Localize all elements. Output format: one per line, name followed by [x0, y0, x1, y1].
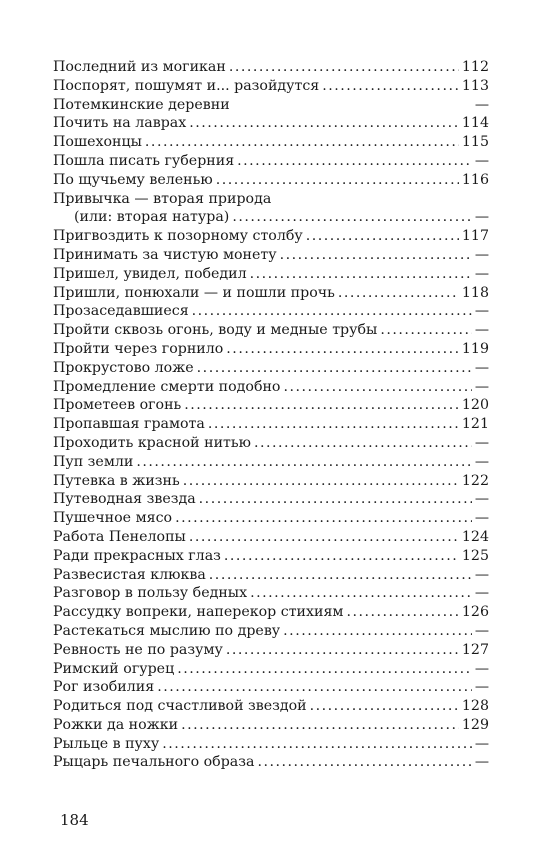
toc-entry-title: Римский огурец — [53, 660, 175, 677]
toc-entry — [53, 378, 489, 397]
toc-entry-title: По щучьему веленью — [53, 171, 213, 188]
toc-entry-page: 125 — [461, 547, 489, 564]
toc-entry — [53, 697, 489, 716]
toc-entry-page: 128 — [461, 698, 489, 715]
toc-entry-title: Прозаседавшиеся — [53, 303, 189, 320]
toc-entry — [53, 472, 489, 491]
toc-entry-title: Промедление смерти подобно — [53, 378, 281, 395]
toc-entry-page: 113 — [461, 77, 489, 94]
toc-entry-title: Пуп земли — [53, 453, 134, 470]
toc-entry-page: — — [474, 679, 489, 696]
dot-leader — [338, 284, 459, 303]
toc-entry — [53, 133, 489, 152]
page-number: 184 — [60, 811, 89, 829]
toc-entry-title: Путеводная звезда — [53, 491, 196, 508]
dot-leader — [189, 528, 459, 547]
toc-entry-title: Прометеев огонь — [53, 397, 182, 414]
dot-leader — [136, 453, 471, 472]
toc-entry — [53, 152, 489, 171]
toc-entry — [53, 753, 489, 772]
toc-entry-title: Привычка — вторая природа — [53, 190, 272, 207]
toc-entry-page: — — [474, 510, 489, 527]
toc-entry-title: Потемкинские деревни — [53, 96, 230, 113]
dot-leader — [226, 641, 459, 660]
dot-leader — [162, 735, 472, 754]
toc-entry-page: 127 — [461, 641, 489, 658]
toc-entry — [53, 359, 489, 378]
toc-entry — [53, 96, 489, 115]
toc-entry-title: Почить на лаврах — [53, 115, 187, 132]
dot-leader — [250, 584, 472, 603]
toc-entry-page: — — [474, 754, 489, 771]
dot-leader — [380, 321, 471, 340]
toc-entry-page: — — [474, 566, 489, 583]
toc-entry-title: Растекаться мыслию по древу — [53, 622, 281, 639]
dot-leader — [232, 208, 471, 227]
toc-entry — [53, 641, 489, 660]
dot-leader — [280, 246, 472, 265]
toc-entry-title: Пришли, понюхали — и пошли прочь — [53, 284, 335, 301]
dot-leader — [199, 490, 472, 509]
toc-entry-title: Пригвоздить к позорному столбу — [53, 228, 303, 245]
dot-leader — [346, 603, 458, 622]
toc-entry-page: — — [474, 434, 489, 451]
toc-entry-title: Рог изобилия — [53, 679, 155, 696]
toc-entry-title: Проходить красной нитью — [53, 434, 251, 451]
toc-entry — [53, 396, 489, 415]
dot-leader — [192, 302, 472, 321]
toc-entry-page: 129 — [461, 716, 489, 733]
toc-entry-title: Пошла писать губерния — [53, 152, 235, 169]
toc-entry — [53, 434, 489, 453]
toc-entry-page: — — [474, 96, 489, 113]
dot-leader — [177, 660, 472, 679]
toc-entry-title: Пришел, увидел, победил — [53, 265, 247, 282]
dot-leader — [254, 434, 472, 453]
dot-leader — [209, 566, 472, 585]
toc-entry-page: — — [474, 585, 489, 602]
toc-entry-page: 122 — [461, 472, 489, 489]
toc-entry-page: — — [474, 359, 489, 376]
toc-entry — [53, 284, 489, 303]
toc-entry-page: 118 — [461, 284, 489, 301]
toc-entry-title: Рожки да ножки — [53, 716, 179, 733]
toc-entry-page: — — [474, 209, 489, 226]
toc-entry-title: Пропавшая грамота — [53, 416, 205, 433]
toc-entry-page: — — [474, 152, 489, 169]
toc-entry — [53, 77, 489, 96]
toc-entry-title: Рыцарь печального образа — [53, 754, 255, 771]
dot-leader — [184, 396, 459, 415]
toc-entry — [53, 453, 489, 472]
toc-entry-title: Путевка в жизнь — [53, 472, 180, 489]
toc-entry — [53, 622, 489, 641]
toc-entry — [53, 490, 489, 509]
toc-entry-page: — — [474, 303, 489, 320]
toc-entry-title: Разговор в пользу бедных — [53, 585, 248, 602]
toc-entry — [53, 302, 489, 321]
dot-leader — [181, 716, 459, 735]
table-of-contents — [53, 58, 489, 772]
dot-leader — [283, 622, 472, 641]
toc-entry-page: 124 — [461, 528, 489, 545]
toc-entry-page: 112 — [461, 59, 489, 75]
toc-entry — [53, 265, 489, 284]
toc-entry — [53, 566, 489, 585]
toc-entry — [53, 528, 489, 547]
dot-leader — [157, 678, 472, 697]
toc-entry-page: — — [474, 735, 489, 752]
toc-entry — [53, 660, 489, 679]
toc-entry-page: 114 — [461, 115, 489, 132]
toc-entry — [53, 678, 489, 697]
toc-entry — [53, 58, 489, 77]
toc-entry-page: — — [474, 378, 489, 395]
toc-entry — [53, 321, 489, 340]
toc-entry — [53, 415, 489, 434]
dot-leader — [310, 697, 459, 716]
toc-entry — [53, 208, 489, 227]
toc-entry-page: — — [474, 265, 489, 282]
toc-entry-page: 121 — [461, 416, 489, 433]
toc-entry-title: Пошехонцы — [53, 134, 142, 151]
toc-entry-title: Последний из могикан — [53, 59, 226, 75]
dot-leader — [224, 547, 459, 566]
dot-leader — [197, 359, 472, 378]
toc-entry-title: Родиться под счастливой звездой — [53, 698, 307, 715]
toc-entry — [53, 603, 489, 622]
toc-entry-page: — — [474, 246, 489, 263]
toc-entry-page: — — [474, 660, 489, 677]
toc-entry-title: Прокрустово ложе — [53, 359, 194, 376]
toc-entry-page: 120 — [461, 397, 489, 414]
toc-entry — [53, 735, 489, 754]
toc-entry-title: Пройти через горнило — [53, 340, 224, 357]
dot-leader — [226, 340, 459, 359]
toc-entry-title: Поспорят, пошумят и... разойдутся — [53, 77, 320, 94]
toc-entry-title: Развесистая клюква — [53, 566, 206, 583]
dot-leader — [145, 133, 459, 152]
toc-entry — [53, 227, 489, 246]
dot-leader — [229, 58, 459, 77]
toc-entry-title: Ради прекрасных глаз — [53, 547, 221, 564]
toc-entry — [53, 509, 489, 528]
toc-entry — [53, 190, 489, 209]
toc-entry-page: 126 — [461, 604, 489, 621]
dot-leader — [216, 171, 459, 190]
toc-entry-page: 116 — [461, 171, 489, 188]
dot-leader — [208, 415, 459, 434]
dot-leader — [322, 77, 459, 96]
toc-entry-page: — — [474, 622, 489, 639]
toc-entry-title: Принимать за чистую монету — [53, 246, 277, 263]
toc-entry — [53, 171, 489, 190]
toc-entry-title: Пройти сквозь огонь, воду и медные трубы — [53, 322, 378, 339]
dot-leader — [237, 152, 472, 171]
toc-entry — [53, 716, 489, 735]
dot-leader — [257, 753, 471, 772]
dot-leader — [175, 509, 472, 528]
toc-entry-title: Работа Пенелопы — [53, 528, 186, 545]
toc-entry-page: 117 — [461, 228, 489, 245]
dot-leader — [283, 378, 471, 397]
toc-entry-title: (или: вторая натура) — [74, 209, 230, 226]
dot-leader — [189, 114, 459, 133]
toc-entry — [53, 246, 489, 265]
toc-entry-page: — — [474, 491, 489, 508]
toc-entry — [53, 547, 489, 566]
toc-entry-page: 115 — [461, 134, 489, 151]
toc-entry — [53, 584, 489, 603]
toc-entry — [53, 114, 489, 133]
dot-leader — [306, 227, 459, 246]
toc-entry-title: Рассудку вопреки, наперекор стихиям — [53, 604, 344, 621]
toc-entry-page: 119 — [461, 340, 489, 357]
toc-entry — [53, 340, 489, 359]
toc-entry-page: — — [474, 453, 489, 470]
dot-leader — [250, 265, 472, 284]
toc-entry-title: Рыльце в пуху — [53, 735, 160, 752]
toc-entry-page: — — [474, 322, 489, 339]
toc-entry-title: Пушечное мясо — [53, 510, 173, 527]
toc-entry-title: Ревность не по разуму — [53, 641, 223, 658]
dot-leader — [183, 472, 459, 491]
